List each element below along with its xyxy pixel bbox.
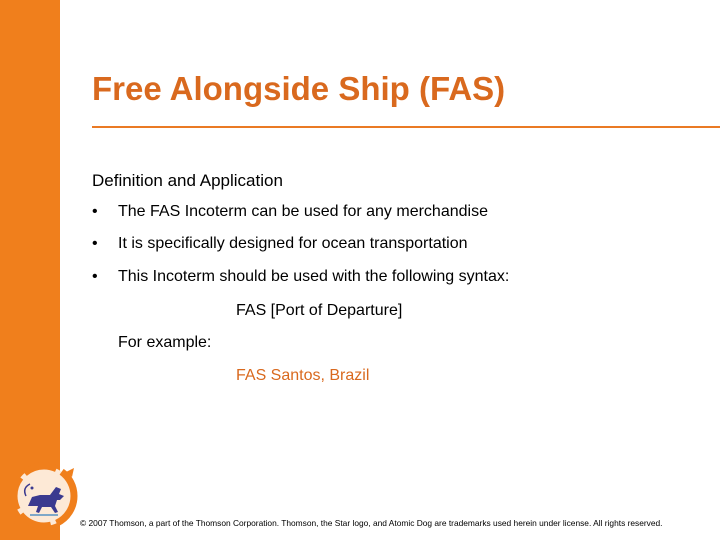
bullet-text: The FAS Incoterm can be used for any merchandise [118, 203, 488, 220]
bullet-text: This Incoterm should be used with the following syntax: [118, 268, 510, 285]
bullet-item [92, 203, 692, 225]
syntax-text: FAS [Port of Departure] [236, 302, 403, 319]
bullet-symbol: • [92, 203, 98, 220]
example-label: For example: [118, 334, 212, 351]
slide-title: Free Alongside Ship (FAS) [92, 70, 506, 107]
atomic-dog-logo-icon [8, 458, 80, 534]
bullet-text: It is specifically designed for ocean transportation [118, 235, 468, 252]
copyright-footer: © 2007 Thomson, a part of the Thomson Corporation. Thomson, the Star logo, and Atomic Dog are trademarks used herein under license. All rights reserved. [80, 518, 663, 528]
bullet-item [92, 235, 692, 257]
section-heading: Definition and Application [92, 171, 283, 190]
bullet-symbol: • [92, 235, 98, 252]
title-rule [92, 126, 720, 128]
bullet-symbol: • [92, 268, 98, 285]
bullet-item [92, 268, 692, 290]
example-value: FAS Santos, Brazil [236, 367, 370, 384]
